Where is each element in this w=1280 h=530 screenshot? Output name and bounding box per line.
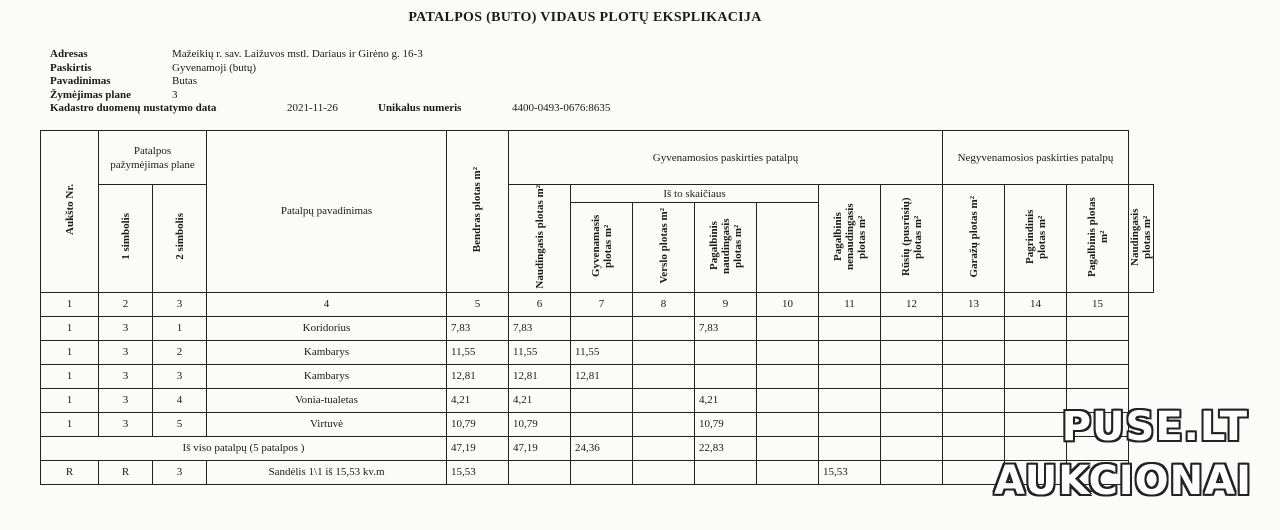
cell-total: 12,81 bbox=[447, 364, 509, 388]
column-number: 3 bbox=[153, 292, 207, 316]
total-row bbox=[41, 436, 1154, 460]
cell-floor: 1 bbox=[41, 364, 99, 388]
cell-garage bbox=[881, 388, 943, 412]
empty-cell bbox=[757, 436, 819, 460]
cell-nr-aux bbox=[1005, 340, 1067, 364]
unique-number-label: Unikalus numeris bbox=[378, 102, 462, 114]
cell-name: Kambarys bbox=[207, 364, 447, 388]
header-living-area: Gyvenamasis plotas m² bbox=[571, 203, 633, 292]
column-number: 9 bbox=[695, 292, 757, 316]
cell-total: 7,83 bbox=[447, 316, 509, 340]
cell-nr-useful bbox=[1067, 316, 1129, 340]
cell-useful: 11,55 bbox=[509, 340, 571, 364]
header-useful-area: Naudingasis plotas m² bbox=[509, 185, 571, 293]
cell-garage bbox=[881, 412, 943, 436]
column-number: 2 bbox=[99, 292, 153, 316]
table-row bbox=[41, 316, 1154, 340]
cell-main bbox=[943, 340, 1005, 364]
storage-row bbox=[41, 460, 1154, 484]
cell-business bbox=[633, 388, 695, 412]
cell-s2: 5 bbox=[153, 412, 207, 436]
cell-s2: 2 bbox=[153, 340, 207, 364]
cell-s1: 3 bbox=[99, 316, 153, 340]
cell-total: 10,79 bbox=[447, 412, 509, 436]
cell-living: 12,81 bbox=[571, 364, 633, 388]
empty-cell bbox=[943, 436, 1005, 460]
column-number: 13 bbox=[943, 292, 1005, 316]
cell-business bbox=[633, 340, 695, 364]
total-total: 47,19 bbox=[447, 436, 509, 460]
cell-floor: 1 bbox=[41, 388, 99, 412]
cell-nr-aux bbox=[1005, 388, 1067, 412]
column-number: 5 bbox=[447, 292, 509, 316]
cell-floor: 1 bbox=[41, 340, 99, 364]
cell-floor: R bbox=[41, 460, 99, 484]
cell-total: 11,55 bbox=[447, 340, 509, 364]
cell-basement bbox=[819, 340, 881, 364]
cell-useful: 12,81 bbox=[509, 364, 571, 388]
cell-nr-aux bbox=[1005, 316, 1067, 340]
header-of-which: Iš to skaičiaus bbox=[571, 185, 819, 203]
cell-basement bbox=[819, 316, 881, 340]
cell-aux-useful: 7,83 bbox=[695, 316, 757, 340]
cell-nr-aux bbox=[1005, 364, 1067, 388]
total-aux-useful: 22,83 bbox=[695, 436, 757, 460]
cell-main bbox=[943, 388, 1005, 412]
cell-basement bbox=[819, 412, 881, 436]
cell-s1: 3 bbox=[99, 340, 153, 364]
header-garage: Garažų plotas m² bbox=[943, 185, 1005, 293]
cell-name: Koridorius bbox=[207, 316, 447, 340]
table-row bbox=[41, 340, 1154, 364]
cell-aux-useful bbox=[695, 340, 757, 364]
cell-aux-useful: 4,21 bbox=[695, 388, 757, 412]
cell-name: Kambarys bbox=[207, 340, 447, 364]
column-number: 6 bbox=[509, 292, 571, 316]
header-business-area: Verslo plotas m² bbox=[633, 203, 695, 292]
name-label: Pavadinimas bbox=[50, 75, 111, 87]
total-business bbox=[633, 436, 695, 460]
cell-s1: 3 bbox=[99, 364, 153, 388]
column-number-row bbox=[41, 292, 1154, 316]
watermark-line1: PUSE.LT bbox=[1061, 404, 1248, 450]
cell-s2: 3 bbox=[153, 364, 207, 388]
column-number: 11 bbox=[819, 292, 881, 316]
plan-value: 3 bbox=[172, 88, 178, 101]
cell-useful: 4,21 bbox=[509, 388, 571, 412]
empty-cell bbox=[757, 460, 819, 484]
table-row bbox=[41, 412, 1154, 436]
cell-floor: 1 bbox=[41, 412, 99, 436]
header-aux-useful-area: Pagalbinis naudingasis plotas m² bbox=[695, 203, 757, 292]
cell-total: 15,53 bbox=[447, 460, 509, 484]
header-basement: Rūsių (pusrūsių) plotas m² bbox=[881, 185, 943, 293]
cell-s2: 3 bbox=[153, 460, 207, 484]
cell-useful: 10,79 bbox=[509, 412, 571, 436]
cell-living: 11,55 bbox=[571, 340, 633, 364]
header-symbol1: 1 simbolis bbox=[99, 185, 153, 293]
cell-total: 4,21 bbox=[447, 388, 509, 412]
explication-table bbox=[40, 130, 1154, 485]
cell-business bbox=[633, 364, 695, 388]
cell-s2: 1 bbox=[153, 316, 207, 340]
cell-aux-nonuseful bbox=[757, 388, 819, 412]
cell-business bbox=[633, 316, 695, 340]
cell-useful: 7,83 bbox=[509, 316, 571, 340]
header-floor-no: Aukšto Nr. bbox=[41, 131, 99, 293]
table-row bbox=[41, 388, 1154, 412]
cell-garage bbox=[881, 340, 943, 364]
empty-cell bbox=[571, 460, 633, 484]
cell-basement bbox=[819, 364, 881, 388]
cell-living bbox=[571, 388, 633, 412]
cell-name: Vonia-tualetas bbox=[207, 388, 447, 412]
table-row bbox=[41, 364, 1154, 388]
column-number: 14 bbox=[1005, 292, 1067, 316]
empty-cell bbox=[509, 460, 571, 484]
column-number: 4 bbox=[207, 292, 447, 316]
header-symbol2: 2 simbolis bbox=[153, 185, 207, 293]
cell-main bbox=[943, 412, 1005, 436]
total-useful: 47,19 bbox=[509, 436, 571, 460]
column-number: 10 bbox=[757, 292, 819, 316]
cell-living bbox=[571, 316, 633, 340]
cell-basement bbox=[819, 388, 881, 412]
cell-floor: 1 bbox=[41, 316, 99, 340]
column-number: 8 bbox=[633, 292, 695, 316]
cell-basement: 15,53 bbox=[819, 460, 881, 484]
table-body bbox=[41, 292, 1154, 484]
document-title: PATALPOS (BUTO) VIDAUS PLOTŲ EKSPLIKACIJA bbox=[408, 10, 762, 25]
header-nr-useful-area: Naudingasis plotas m² bbox=[1129, 185, 1154, 293]
empty-cell bbox=[819, 436, 881, 460]
cell-aux-nonuseful bbox=[757, 364, 819, 388]
header-total-area: Bendras plotas m² bbox=[447, 131, 509, 293]
column-number: 15 bbox=[1067, 292, 1129, 316]
cell-nr-useful bbox=[1067, 340, 1129, 364]
plan-label: Žymėjimas plane bbox=[50, 88, 131, 101]
cell-main bbox=[943, 316, 1005, 340]
column-number: 7 bbox=[571, 292, 633, 316]
total-living: 24,36 bbox=[571, 436, 633, 460]
date-value: 2021-11-26 bbox=[287, 102, 338, 114]
empty-cell bbox=[1005, 436, 1067, 460]
cell-living bbox=[571, 412, 633, 436]
purpose-label: Paskirtis bbox=[50, 61, 92, 74]
header-nr-aux-area: Pagalbinis plotas m² bbox=[1067, 185, 1129, 293]
address-label: Adresas bbox=[50, 48, 88, 60]
header-residential-group: Gyvenamosios paskirties patalpų bbox=[509, 131, 943, 185]
header-nonresidential-group: Negyvenamosios paskirties patalpų bbox=[943, 131, 1129, 185]
cell-aux-useful bbox=[695, 364, 757, 388]
empty-cell bbox=[633, 460, 695, 484]
address-value: Mažeikių r. sav. Laižuvos mstl. Dariaus ir Girėno g. 16-3 bbox=[172, 48, 423, 60]
header-aux-nonuseful: Pagalbinis nenaudingasis plotas m² bbox=[819, 185, 881, 293]
cell-s2: 4 bbox=[153, 388, 207, 412]
cell-garage bbox=[881, 316, 943, 340]
cell-aux-nonuseful bbox=[757, 340, 819, 364]
column-number: 12 bbox=[881, 292, 943, 316]
header-room-marking: Patalpos pažymėjimas plane bbox=[99, 131, 207, 185]
column-number: 1 bbox=[41, 292, 99, 316]
cell-aux-nonuseful bbox=[757, 316, 819, 340]
unique-number-value: 4400-0493-0676:8635 bbox=[512, 102, 611, 114]
header-room-name: Patalpų pavadinimas bbox=[207, 131, 447, 293]
cell-s1: R bbox=[99, 460, 153, 484]
cell-aux-nonuseful bbox=[757, 412, 819, 436]
cell-name: Virtuvė bbox=[207, 412, 447, 436]
empty-cell bbox=[881, 460, 943, 484]
empty-cell bbox=[881, 436, 943, 460]
date-label: Kadastro duomenų nustatymo data bbox=[50, 102, 217, 114]
cell-nr-aux bbox=[1005, 412, 1067, 436]
purpose-value: Gyvenamoji (butų) bbox=[172, 61, 257, 74]
name-value: Butas bbox=[172, 75, 198, 87]
cell-name: Sandėlis 1\1 iš 15,53 kv.m bbox=[207, 460, 447, 484]
cell-business bbox=[633, 412, 695, 436]
cell-garage bbox=[881, 364, 943, 388]
header-main-area: Pagrindinis plotas m² bbox=[1005, 185, 1067, 293]
total-label: Iš viso patalpų (5 patalpos ) bbox=[41, 436, 447, 460]
watermark-line2: AUKCIONAI bbox=[994, 458, 1252, 504]
empty-cell bbox=[695, 460, 757, 484]
cell-s1: 3 bbox=[99, 388, 153, 412]
cell-main bbox=[943, 364, 1005, 388]
cell-nr-useful bbox=[1067, 364, 1129, 388]
cell-aux-useful: 10,79 bbox=[695, 412, 757, 436]
cell-s1: 3 bbox=[99, 412, 153, 436]
